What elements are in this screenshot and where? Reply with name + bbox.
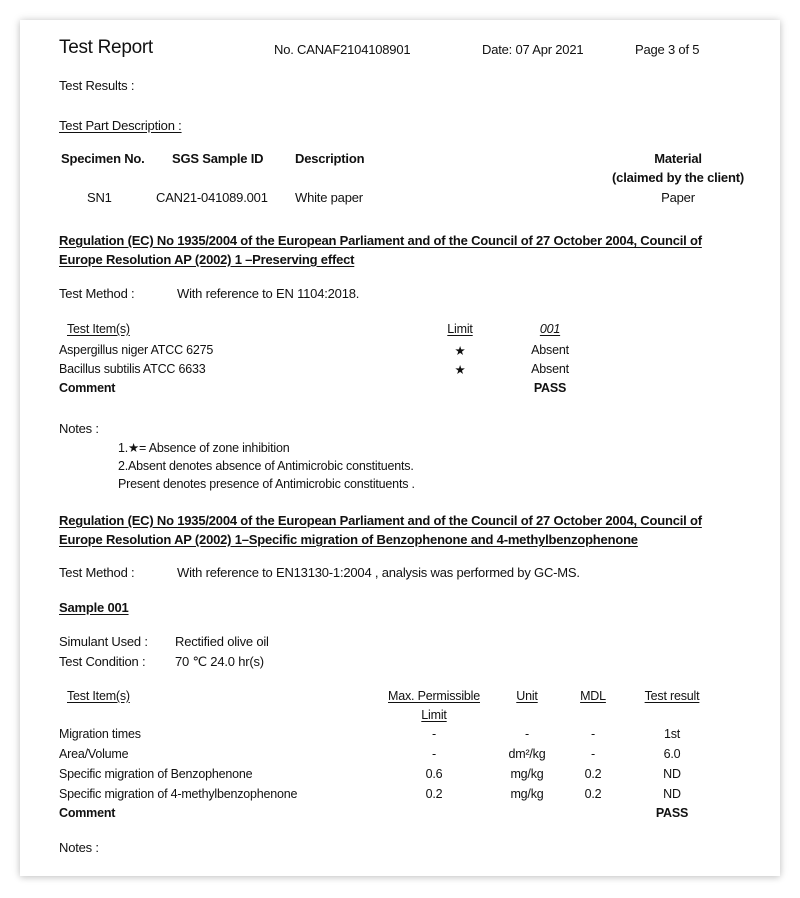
section1-test-method-value: With reference to EN 1104:2018.: [177, 286, 360, 301]
col-header-max-limit-line2: Limit: [421, 708, 447, 722]
cell-result: 6.0: [663, 747, 681, 761]
test-condition-label: Test Condition :: [59, 654, 146, 669]
section2-test-method-label: Test Method :: [59, 565, 135, 580]
note-item: 1.★= Absence of zone inhibition: [118, 441, 290, 455]
cell-result: ND: [663, 787, 681, 801]
cell-unit: -: [525, 727, 529, 741]
comment-value: PASS: [655, 806, 689, 820]
star-icon: ★: [454, 344, 466, 358]
cell-result: ND: [663, 767, 681, 781]
section2-regulation-line2: Europe Resolution AP (2002) 1–Specific migration of Benzophenone and 4-methylbenzophenone: [59, 532, 638, 547]
section2-test-method-value: With reference to EN13130-1:2004 , analysis was performed by GC-MS.: [177, 565, 580, 580]
cell-mdl: 0.2: [584, 787, 602, 801]
report-number: No. CANAF2104108901: [274, 42, 411, 57]
cell-test-item: Aspergillus niger ATCC 6275: [59, 343, 214, 357]
section1-test-method-label: Test Method :: [59, 286, 135, 301]
col-header-material: Material: [654, 151, 702, 166]
cell-sample-id: CAN21-041089.001: [156, 190, 268, 205]
cell-material: Paper: [661, 190, 695, 205]
star-icon: ★: [454, 363, 466, 377]
col-header-test-items: Test Item(s): [67, 322, 130, 336]
col-header-material-note: (claimed by the client): [612, 170, 744, 185]
simulant-label: Simulant Used :: [59, 634, 148, 649]
col-header-test-result: Test result: [644, 689, 700, 703]
col-header-sample-id: SGS Sample ID: [172, 151, 264, 166]
cell-result: 1st: [663, 727, 681, 741]
test-results-label: Test Results :: [59, 78, 135, 93]
cell-test-item: Migration times: [59, 727, 141, 741]
cell-result: Absent: [531, 343, 569, 357]
col-header-description: Description: [295, 151, 365, 166]
cell-unit: mg/kg: [510, 787, 544, 801]
cell-specimen-no: SN1: [87, 190, 112, 205]
cell-test-item: Specific migration of Benzophenone: [59, 767, 253, 781]
section1-notes-label: Notes :: [59, 421, 99, 436]
section2-notes-label: Notes :: [59, 840, 99, 855]
cell-mdl: -: [591, 727, 595, 741]
col-header-test-items: Test Item(s): [67, 689, 130, 703]
test-condition-value: 70 ℃ 24.0 hr(s): [175, 654, 264, 669]
cell-max-limit: -: [432, 727, 436, 741]
report-title: Test Report: [59, 37, 153, 58]
col-header-max-limit: Max. Permissible: [388, 689, 480, 703]
cell-test-item: Area/Volume: [59, 747, 129, 761]
cell-mdl: -: [591, 747, 595, 761]
col-header-unit: Unit: [516, 689, 538, 703]
cell-max-limit: -: [432, 747, 436, 761]
comment-label: Comment: [59, 806, 116, 820]
page-number: Page 3 of 5: [635, 42, 700, 57]
comment-label: Comment: [59, 381, 116, 395]
cell-test-item: Bacillus subtilis ATCC 6633: [59, 362, 206, 376]
cell-mdl: 0.2: [584, 767, 602, 781]
test-part-description-heading: Test Part Description :: [59, 118, 182, 133]
col-header-sample-001: 001: [539, 322, 561, 336]
cell-test-item: Specific migration of 4-methylbenzophenone: [59, 787, 298, 801]
note-item: Present denotes presence of Antimicrobic constituents .: [118, 477, 415, 491]
cell-max-limit: 0.6: [425, 767, 443, 781]
comment-value: PASS: [533, 381, 567, 395]
cell-result: Absent: [531, 362, 569, 376]
section2-regulation-line1: Regulation (EC) No 1935/2004 of the European Parliament and of the Council of 27 October 2004, Council of: [59, 513, 702, 528]
section1-regulation-line1: Regulation (EC) No 1935/2004 of the European Parliament and of the Council of 27 October 2004, Council of: [59, 233, 702, 248]
cell-max-limit: 0.2: [425, 787, 443, 801]
col-header-limit: Limit: [447, 322, 473, 336]
report-page: [20, 20, 780, 876]
col-header-specimen-no: Specimen No.: [61, 151, 145, 166]
section1-regulation-line2: Europe Resolution AP (2002) 1 –Preserving effect: [59, 252, 355, 267]
sample-heading: Sample 001: [59, 600, 129, 615]
cell-unit: mg/kg: [510, 767, 544, 781]
cell-unit: dm²/kg: [508, 747, 546, 761]
simulant-value: Rectified olive oil: [175, 634, 269, 649]
report-date: Date: 07 Apr 2021: [482, 42, 584, 57]
col-header-mdl: MDL: [580, 689, 606, 703]
note-item: 2.Absent denotes absence of Antimicrobic constituents.: [118, 459, 414, 473]
cell-description: White paper: [295, 190, 363, 205]
